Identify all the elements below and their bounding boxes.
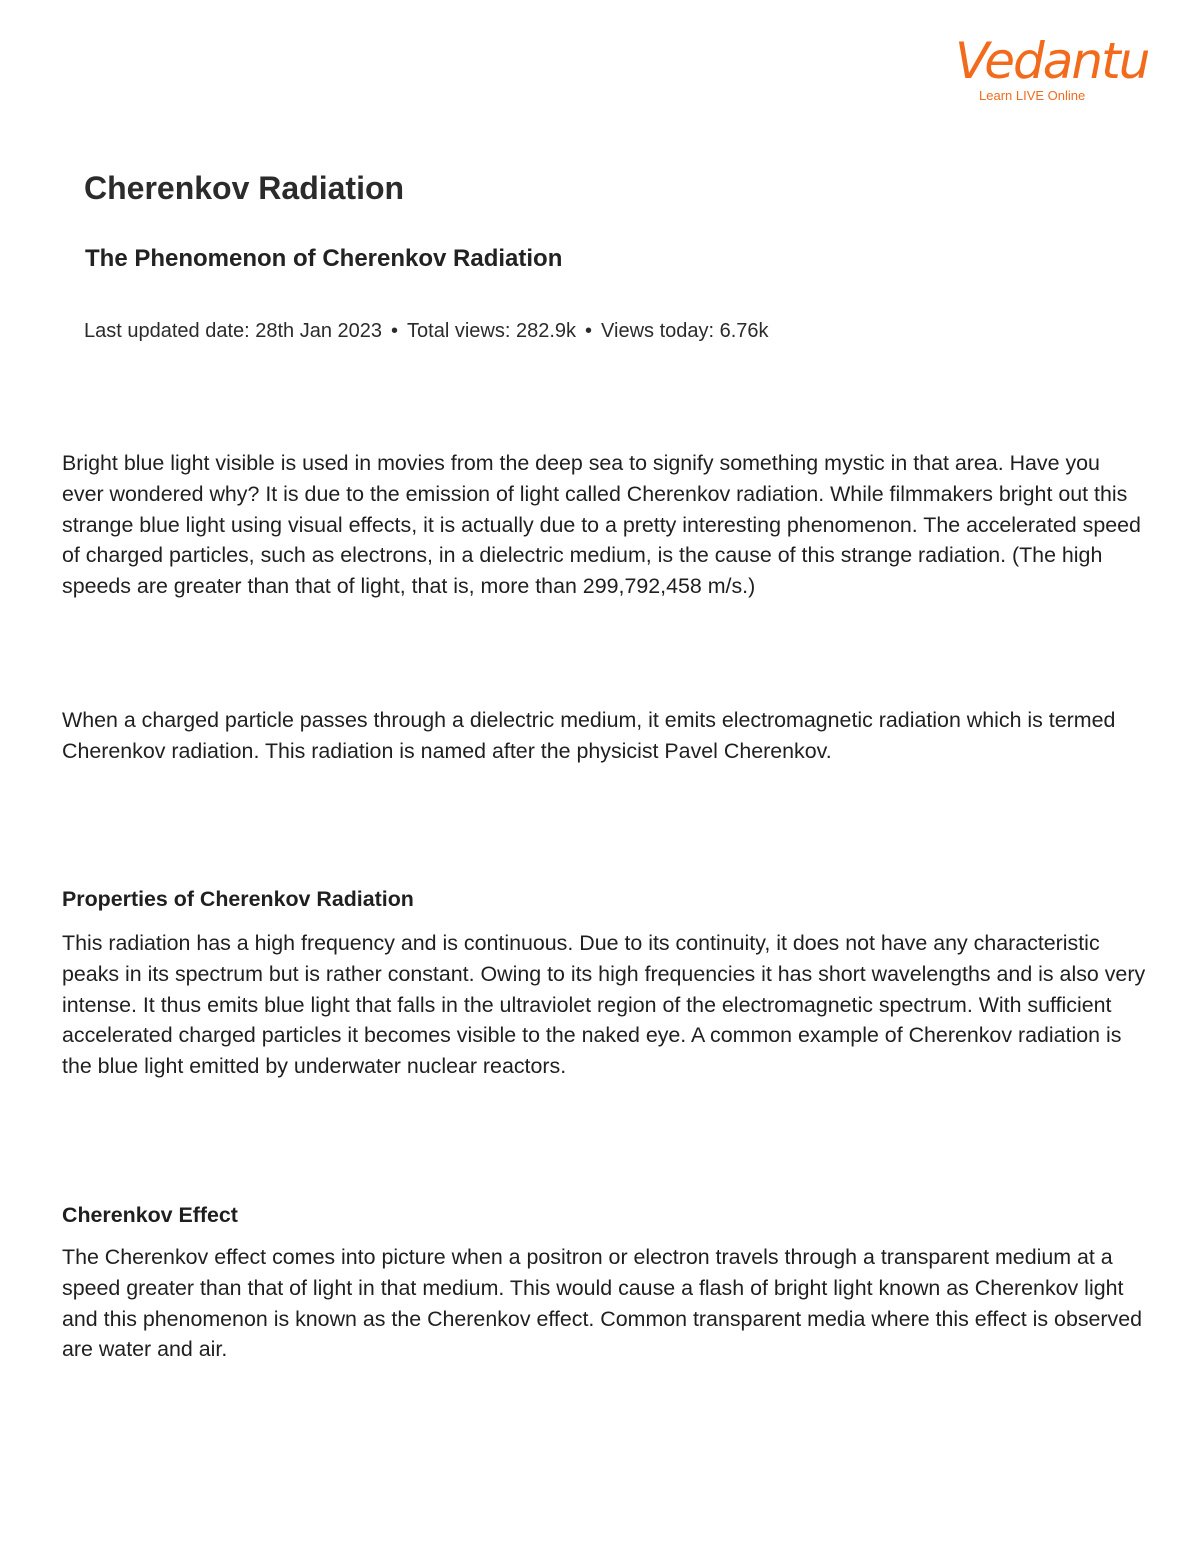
definition-paragraph: When a charged particle passes through a dielectric medium, it emits electromagnetic radiation which is termed Cherenkov radiation. This radiation is named after the physicist Pavel Cherenkov.: [62, 708, 1116, 763]
last-updated-date: Last updated date: 28th Jan 2023: [84, 320, 383, 342]
page-subtitle: The Phenomenon of Cherenkov Radiation: [85, 245, 563, 272]
intro-paragraph: Bright blue light visible is used in movies from the deep sea to signify something mystic in that area. Have you ever wondered why? It is due to the emission of light called Cherenkov radiation. While filmmakers bright out this strange blue light using visual effects, it is actually due to a pretty interesting phenomenon. The accelerated speed of charged particles, such as electrons, in a dielectric medium, is the cause of this strange radiation. (The high speeds are greater than that of light, that is, more than 299,792,458 m/s.): [62, 451, 1141, 599]
logo-wordmark: Vedantu: [955, 32, 1149, 90]
vedantu-logo[interactable]: [955, 30, 1149, 110]
section-heading-properties: Properties of Cherenkov Radiation: [62, 887, 414, 911]
logo-tagline: Learn LIVE Online: [979, 88, 1086, 103]
meta-separator: •: [391, 320, 399, 342]
section-body-cherenkov-effect: The Cherenkov effect comes into picture when a positron or electron travels through a transparent medium at a speed greater than that of light in that medium. This would cause a flash of bright light known as Cherenkov light and this phenomenon is known as the Cherenkov effect. Common transparent media where this effect is observed are water and air.: [62, 1245, 1143, 1362]
section-heading-cherenkov-effect: Cherenkov Effect: [62, 1203, 238, 1227]
total-views: Total views: 282.9k: [407, 320, 577, 342]
views-today: Views today: 6.76k: [601, 320, 769, 342]
meta-separator: •: [585, 320, 593, 342]
article-meta: [84, 316, 769, 346]
section-body-properties: This radiation has a high frequency and is continuous. Due to its continuity, it does not have any characteristic peaks in its spectrum but is rather constant. Owing to its high frequencies it has short wavelengths and is also very intense. It thus emits blue light that falls in the ultraviolet region of the electromagnetic spectrum. With sufficient accelerated charged particles it becomes visible to the naked eye. A common example of Cherenkov radiation is the blue light emitted by underwater nuclear reactors.: [62, 931, 1146, 1079]
page-title: Cherenkov Radiation: [84, 170, 405, 206]
